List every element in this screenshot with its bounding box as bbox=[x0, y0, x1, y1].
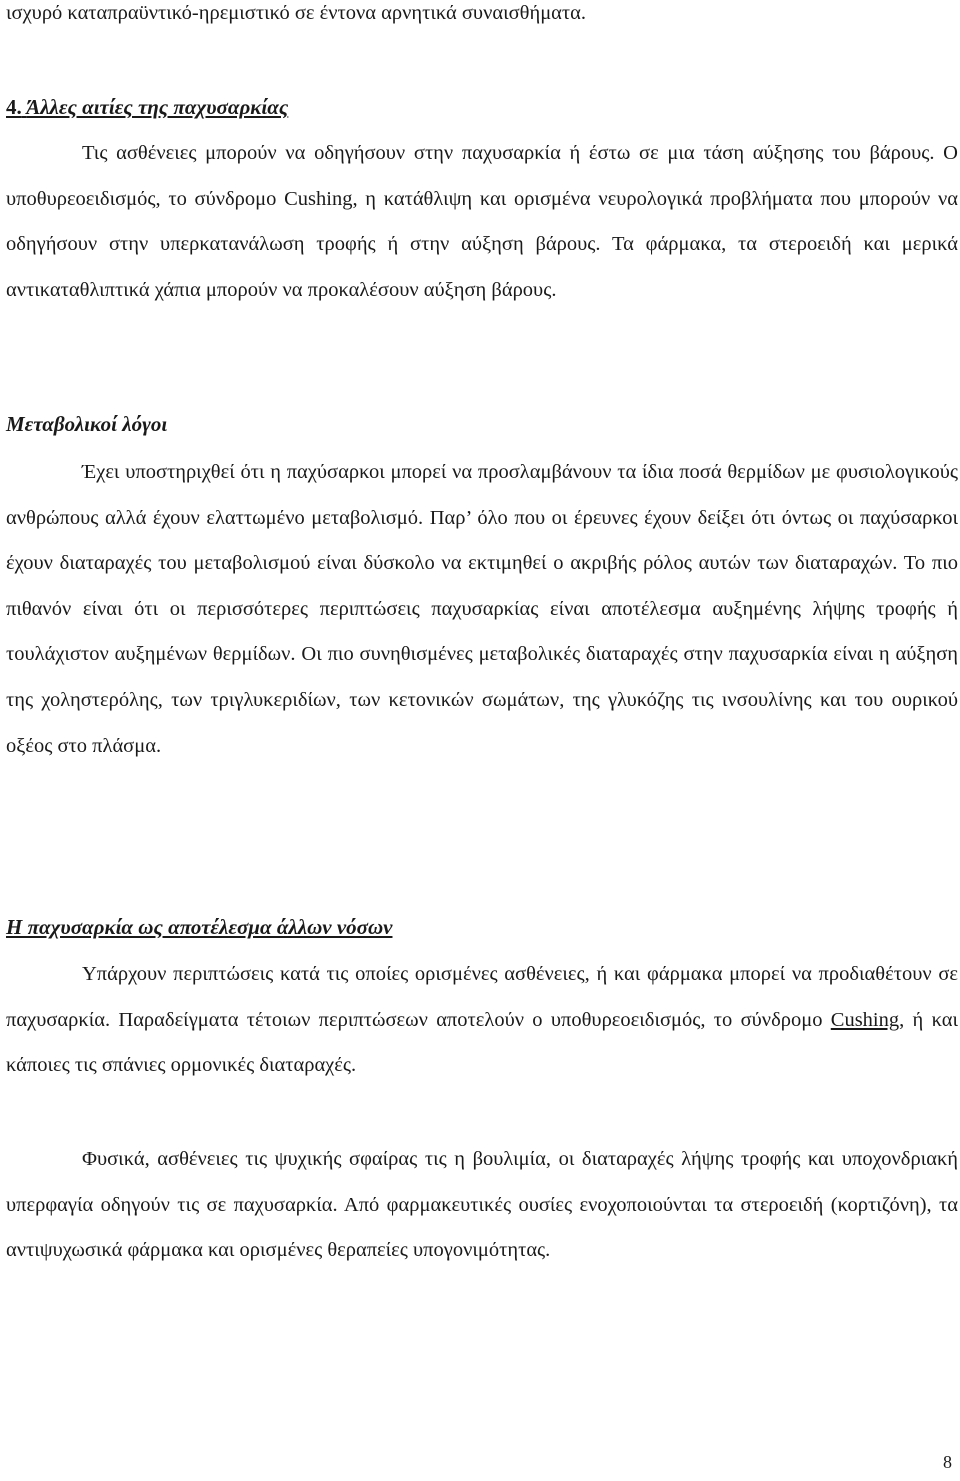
other-diseases-paragraph-1 bbox=[6, 952, 958, 1089]
psychiatric-text: Φυσικά, ασθένειες τις ψυχικής σφαίρας τις η βουλιμία, οι διαταραχές λήψης τροφής και υποχονδριακή υπερφαγία οδηγούν τις σε παχυσαρκία. bbox=[6, 1148, 958, 1216]
cushing-link[interactable]: Cushing bbox=[830, 1008, 900, 1031]
other-causes-paragraph bbox=[6, 131, 958, 313]
other-diseases-text-a: Υπάρχουν περιπτώσεις κατά τις οποίες ορισμένες ασθένειες, ή και φάρμακα μπορεί να προδιαθέτουν σε παχυσαρκία. bbox=[6, 963, 958, 1031]
metabolic-heading bbox=[6, 409, 167, 439]
other-diseases-title: Η παχυσαρκία ως αποτέλεσμα άλλων νόσων bbox=[6, 915, 393, 939]
metabolic-text-d: Οι πιο συνηθισμένες μεταβολικές διαταραχές στην παχυσαρκία είναι η αύξηση της χοληστερόλης, των τριγλυκεριδίων, των κετονικών σωμάτων, της γλυκόζης τις ινσουλίνης και του ουρικού οξέος στο πλάσμα. bbox=[6, 643, 958, 757]
other-diseases-text-b: Παραδείγματα τέτοιων περιπτώσεων αποτελούν ο υποθυρεοειδισμός, το σύνδρομο bbox=[118, 1008, 823, 1031]
metabolic-text-b: Παρ’ όλο που οι έρευνες έχουν δείξει ότι όντως οι παχύσαρκοι έχουν διαταραχές του μεταβολισμού είναι δύσκολο να εκτιμηθεί ο ακριβής ρόλος αυτών των διαταραχών. bbox=[6, 506, 958, 575]
page-number: 8 bbox=[943, 1452, 952, 1472]
pharmaceutical-text: Από φαρμακευτικές ουσίες ενοχοποιούνται τα στεροειδή (κορτιζόνη), τα αντιψυχωσικά φάρμακα και ορισμένες θεραπείες υπογονιμότητας. bbox=[6, 1193, 958, 1262]
continuation-text: ισχυρό καταπραϋντικό-ηρεμιστικό σε έντονα αρνητικά συναισθήματα. bbox=[6, 2, 587, 24]
other-diseases-paragraph-2 bbox=[6, 1137, 958, 1274]
other-diseases-text-c: , ή και κάποιες τις σπάνιες ορμονικές διαταραχές. bbox=[6, 1008, 958, 1077]
other-causes-text-a: Τις ασθένειες μπορούν να οδηγήσουν στην παχυσαρκία ή έστω σε μια τάση αύξησης του βάρους. Ο υποθυρεοειδισμός, το σύνδρομο Cushing, η κατάθλιψη και ορισμένα νευρολογικά προβλήματα που μπορούν να οδηγήσουν στην υπερκατανάλωση τροφής ή στην αύξηση βάρους. bbox=[6, 142, 958, 256]
continuation-paragraph bbox=[6, 0, 958, 37]
metabolic-text-a: Έχει υποστηριχθεί ότι η παχύσαρκοι μπορεί να προσλαμβάνουν τα ίδια ποσά θερμίδων με φυσιολογικούς ανθρώπους αλλά έχουν ελαττωμένο μεταβολισμό. bbox=[6, 461, 958, 529]
section-title: Άλλες αιτίες της παχυσαρκίας bbox=[26, 95, 289, 119]
metabolic-paragraph bbox=[6, 450, 958, 769]
other-diseases-heading bbox=[6, 912, 392, 942]
section-4-heading bbox=[6, 92, 288, 122]
other-causes-text-b: Τα φάρμακα, τα στεροειδή και μερικά αντικαταθλιπτικά χάπια μπορούν να προκαλέσουν αύξηση βάρους. bbox=[6, 233, 958, 301]
metabolic-title: Μεταβολικοί λόγοι bbox=[6, 412, 168, 436]
metabolic-text-c: Το πιο πιθανόν είναι ότι οι περισσότερες περιπτώσεις παχυσαρκίας είναι αποτέλεσμα αυξημένης λήψης τροφής ή τουλάχιστον αυξημένων θερμίδων. bbox=[6, 552, 958, 666]
section-number: 4. bbox=[6, 95, 22, 119]
